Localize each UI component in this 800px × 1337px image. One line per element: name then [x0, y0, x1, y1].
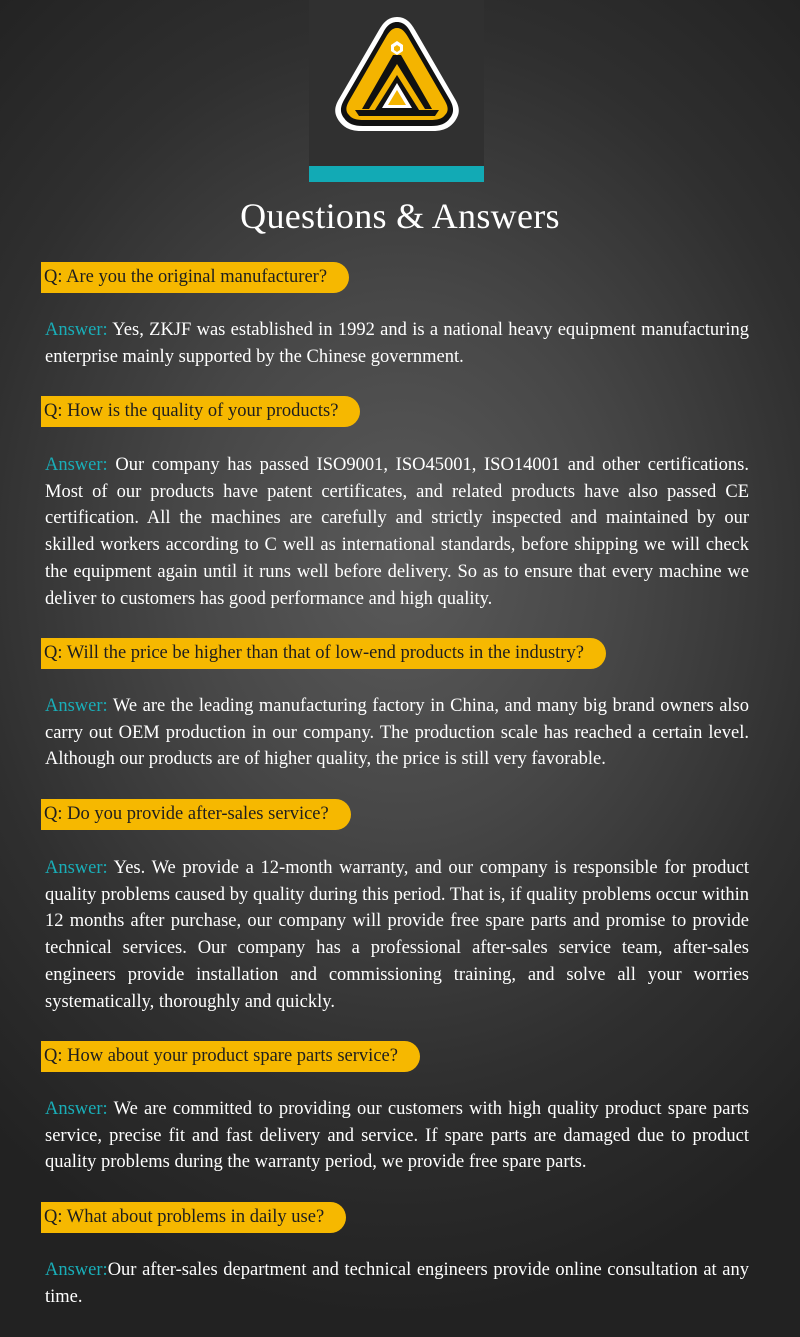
answer-text: Our after-sales department and technical engineers provide online consultation at any time.	[45, 1260, 749, 1307]
answer-paragraph	[45, 1257, 749, 1310]
answer-label: Answer:	[45, 696, 108, 716]
answer-text: Yes. We provide a 12-month warranty, and our company is responsible for product quality problems caused by quality during this period. That is, if quality problems occur within 12 months after purchase, our company will provide free spare parts and promise to provide technical services. Our company has a professional after-sales service team, after-sales engineers provide installation and commissioning training, and solve all your worries systematically, thoroughly and quickly.	[45, 858, 749, 1012]
answer-paragraph	[45, 1096, 749, 1176]
answer-label: Answer:	[45, 858, 108, 878]
question-banner: Q: Are you the original manufacturer?	[41, 262, 349, 293]
answer-paragraph	[45, 317, 749, 370]
answer-label: Answer:	[45, 455, 108, 475]
answer-paragraph	[45, 452, 749, 612]
question-banner: Q: Do you provide after-sales service?	[41, 799, 351, 830]
answer-text: We are committed to providing our customers with high quality product spare parts service, precise fit and fast delivery and service. If spare parts are damaged due to product quality problems during the warranty period, we provide free spare parts.	[45, 1099, 749, 1173]
answer-text: Our company has passed ISO9001, ISO45001, ISO14001 and other certifications. Most of our products have patent certificates, and related products have also passed CE certification. All the machines are carefully and strictly inspected and maintained by our skilled workers according to C well as international standards, before shipping we will check the equipment again until it runs well before delivery. So as to ensure that every machine we deliver to customers has good performance and high quality.	[45, 455, 749, 609]
question-banner: Q: How about your product spare parts service?	[41, 1041, 420, 1072]
answer-text: Yes, ZKJF was established in 1992 and is a national heavy equipment manufacturing enterprise mainly supported by the Chinese government.	[45, 320, 749, 367]
answer-label: Answer:	[45, 320, 108, 340]
logo-accent-bar	[309, 166, 484, 182]
answer-paragraph	[45, 855, 749, 1015]
question-banner: Q: How is the quality of your products?	[41, 396, 360, 427]
question-banner: Q: What about problems in daily use?	[41, 1202, 346, 1233]
answer-label: Answer:	[45, 1099, 108, 1119]
answer-text: We are the leading manufacturing factory in China, and many big brand owners also carry out OEM production in our company. The production scale has reached a certain level. Although our products are of higher quality, the price is still very favorable.	[45, 696, 749, 770]
triangle-logo-icon	[331, 14, 463, 136]
answer-label: Answer:	[45, 1260, 108, 1280]
page-title: Questions & Answers	[240, 196, 560, 236]
answer-paragraph	[45, 693, 749, 773]
brand-logo	[309, 0, 484, 166]
question-banner: Q: Will the price be higher than that of low-end products in the industry?	[41, 638, 606, 669]
